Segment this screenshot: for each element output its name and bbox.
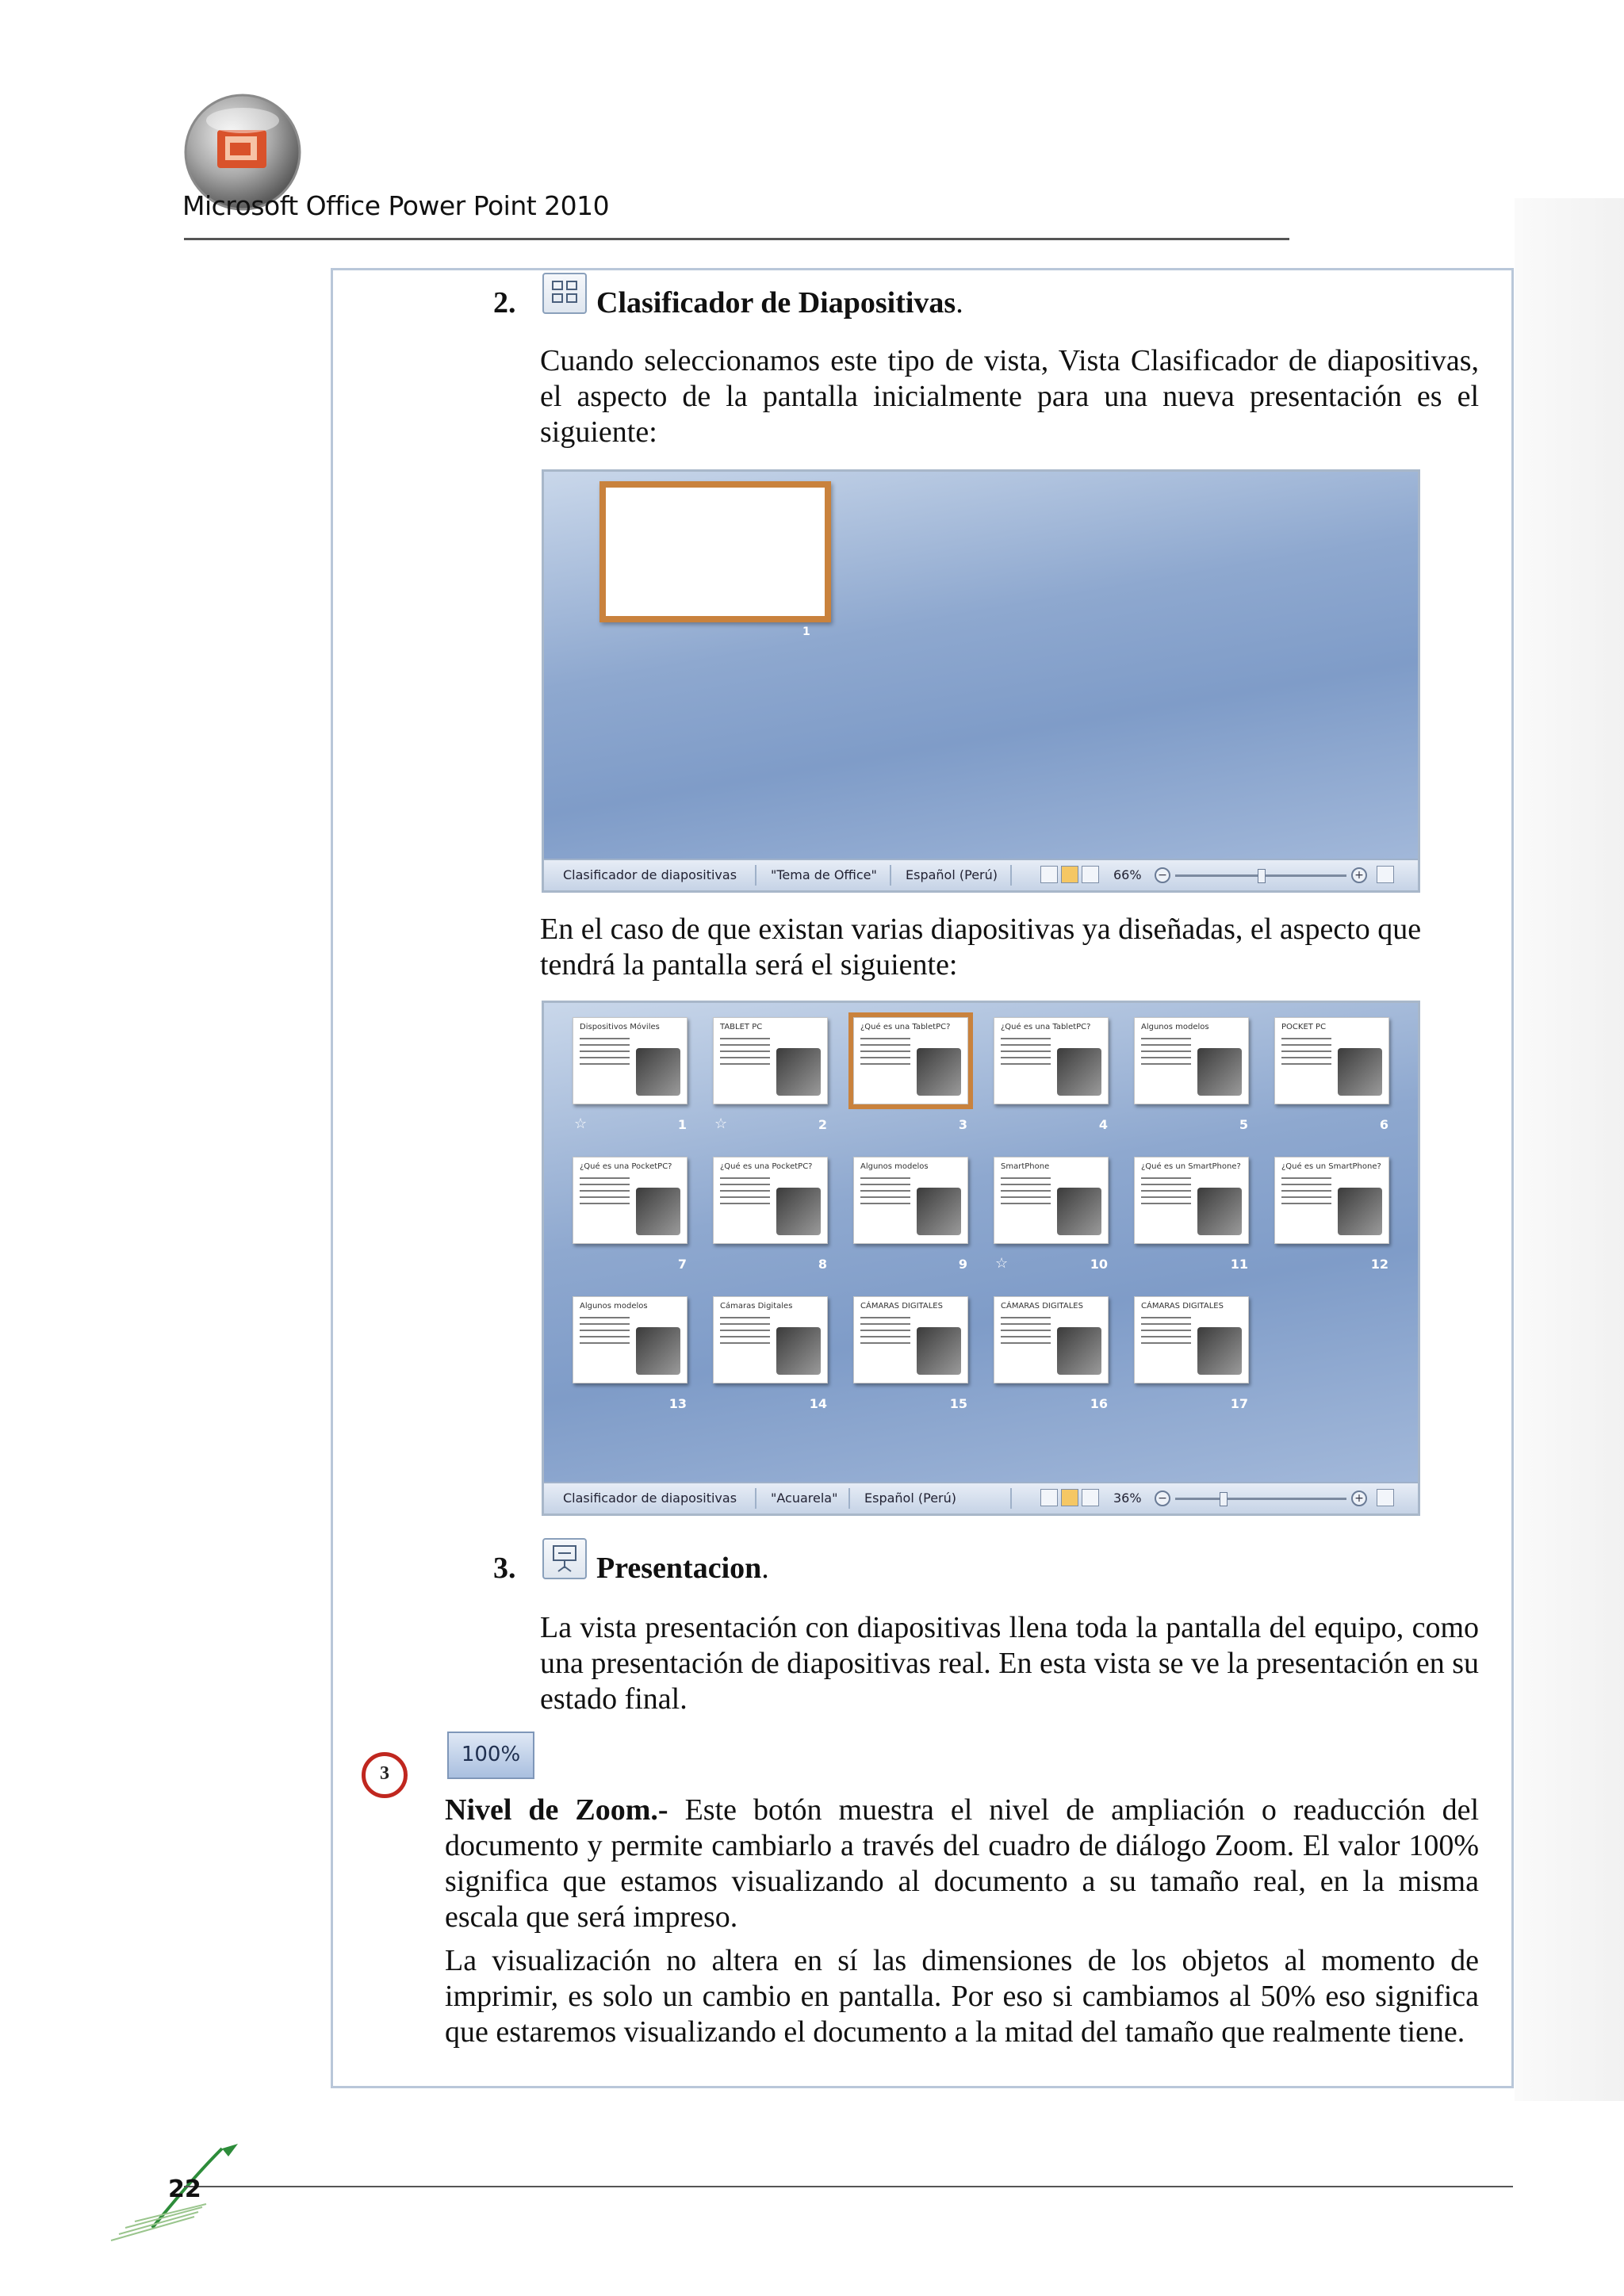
slide-text-lines [580, 1175, 630, 1207]
zoom-100-badge: 100% [447, 1732, 534, 1779]
slide-caption: SmartPhone [1001, 1162, 1050, 1171]
zoom-term: Nivel de Zoom.- [445, 1793, 668, 1827]
slide-image [1057, 1327, 1101, 1375]
step-number: 3. [493, 1552, 516, 1585]
zoom-out-button[interactable]: − [1155, 1490, 1170, 1506]
slide-caption: ¿Qué es una TabletPC? [1001, 1023, 1091, 1031]
slide-number: 15 [949, 1396, 967, 1411]
sorter-screenshot-full [542, 1001, 1420, 1516]
slide-image [1057, 1048, 1101, 1096]
zoom-slider-thumb[interactable] [1220, 1492, 1228, 1506]
zoom-description: Nivel de Zoom.- Este botón muestra el nivel de ampliación o readucción del documento y permite cambiarlo a través del cuadro de diálogo Zoom. El valor 100% significa que estamos visualizando al documento a su tamaño real, en la misma escala que será impreso. [445, 1793, 1479, 1934]
slide-caption: CÁMARAS DIGITALES [1141, 1302, 1224, 1311]
slide-caption: Cámaras Digitales [720, 1302, 793, 1311]
slide-image [1338, 1048, 1382, 1096]
document-title: Microsoft Office Power Point 2010 [182, 190, 610, 221]
slide-text-lines [720, 1035, 770, 1067]
slide-number: 14 [809, 1396, 827, 1411]
callout-marker: 3 [362, 1752, 408, 1798]
zoom-level[interactable]: 66% [1113, 867, 1142, 882]
slide-sorter-view-button[interactable] [1061, 866, 1078, 883]
slide-thumbnail[interactable] [853, 1157, 968, 1244]
zoom-level[interactable]: 36% [1113, 1490, 1142, 1506]
slideshow-icon [542, 1538, 587, 1579]
slide-thumbnail[interactable] [1134, 1296, 1249, 1383]
slide-image [776, 1188, 821, 1235]
zoom-slider-thumb[interactable] [1258, 869, 1266, 883]
slide-image [917, 1327, 961, 1375]
slide-caption: CÁMARAS DIGITALES [1001, 1302, 1083, 1311]
slide-text-lines [720, 1175, 770, 1207]
slide-caption: ¿Qué es un SmartPhone? [1141, 1162, 1241, 1171]
transition-star-icon[interactable]: ☆ [995, 1255, 1009, 1271]
slide-text-lines [860, 1035, 910, 1067]
section-paragraph-2: En el caso de que existan varias diapositivas ya diseñadas, el aspecto que tendrá la pantalla será el siguiente: [540, 913, 1422, 982]
status-theme-label: "Acuarela" [771, 1490, 838, 1506]
slide-number: 11 [1230, 1257, 1248, 1272]
slide-number: 10 [1090, 1257, 1108, 1272]
slide-number: 7 [677, 1257, 687, 1272]
slideshow-view-button[interactable] [1082, 1489, 1099, 1506]
slide-text-lines [1141, 1035, 1191, 1067]
section-title: Presentacion. [596, 1552, 769, 1585]
section-title: Clasificador de Diapositivas. [596, 286, 963, 320]
slide-image [636, 1188, 680, 1235]
zoom-out-button[interactable]: − [1155, 867, 1170, 883]
slide-thumbnail[interactable] [853, 1017, 968, 1104]
slide-number: 16 [1090, 1396, 1108, 1411]
slide-caption: Dispositivos Móviles [580, 1023, 660, 1031]
section-paragraph: La vista presentación con diapositivas llena toda la pantalla del equipo, como una presentación de diapositivas real. En esta vista se ve la presentación en su estado final. [540, 1611, 1479, 1716]
slide-number: 2 [818, 1117, 827, 1132]
slide-text-lines [860, 1314, 910, 1346]
slide-caption: ¿Qué es una PocketPC? [580, 1162, 672, 1171]
status-language-label: Español (Perú) [906, 867, 998, 882]
footer-divider [184, 2186, 1513, 2187]
slide-number: 12 [1370, 1257, 1388, 1272]
status-language-label: Español (Perú) [864, 1490, 956, 1506]
zoom-in-button[interactable]: + [1351, 1490, 1367, 1506]
slide-caption: Algunos modelos [1141, 1023, 1209, 1031]
slide-number: 1 [677, 1117, 687, 1132]
header-divider [184, 238, 1289, 240]
slide-sorter-icon [542, 273, 587, 314]
slide-thumbnail[interactable] [994, 1017, 1109, 1104]
slide-caption: Algunos modelos [860, 1162, 929, 1171]
slide-text-lines [580, 1314, 630, 1346]
slide-caption: TABLET PC [720, 1023, 763, 1031]
slide-image [1057, 1188, 1101, 1235]
slide-text-lines [720, 1314, 770, 1346]
slide-text-lines [580, 1035, 630, 1067]
slide-text-lines [1001, 1175, 1051, 1207]
status-bar [544, 1482, 1418, 1513]
status-theme-label: "Tema de Office" [771, 867, 877, 882]
transition-star-icon[interactable]: ☆ [714, 1115, 728, 1131]
slide-text-lines [1281, 1035, 1331, 1067]
normal-view-button[interactable] [1040, 1489, 1058, 1506]
slide-caption: ¿Qué es una PocketPC? [720, 1162, 813, 1171]
slide-caption: POCKET PC [1281, 1023, 1327, 1031]
slide-text-lines [1001, 1035, 1051, 1067]
status-bar [544, 859, 1418, 890]
slide-image [1197, 1327, 1242, 1375]
slide-caption: Algunos modelos [580, 1302, 648, 1311]
fit-window-button[interactable] [1377, 866, 1394, 883]
slide-number: 13 [668, 1396, 687, 1411]
slide-text-lines [1001, 1314, 1051, 1346]
zoom-description-2: La visualización no altera en sí las dimensiones de los objetos al momento de imprimir, es solo un cambio en pantalla. Por eso si cambiamos al 50% eso significa que estaremos visualizando el documento a la mitad del tamaño que realmente tiene. [445, 1944, 1479, 2049]
slide-number: 5 [1239, 1117, 1248, 1132]
slide-sorter-view-button[interactable] [1061, 1489, 1078, 1506]
slide-thumbnail [599, 481, 831, 622]
slide-image [1197, 1188, 1242, 1235]
slide-text-lines [1281, 1175, 1331, 1207]
slide-thumbnail[interactable] [1274, 1017, 1389, 1104]
slide-caption: ¿Qué es una TabletPC? [860, 1023, 951, 1031]
status-view-label: Clasificador de diapositivas [563, 1490, 737, 1506]
slide-number: 3 [958, 1117, 967, 1132]
slide-thumbnail[interactable] [713, 1017, 828, 1104]
slide-thumbnail[interactable] [713, 1296, 828, 1383]
sorter-screenshot-empty [542, 469, 1420, 893]
slide-image [776, 1327, 821, 1375]
slideshow-view-button[interactable] [1082, 866, 1099, 883]
slide-caption: CÁMARAS DIGITALES [860, 1302, 943, 1311]
slide-thumbnail[interactable] [573, 1157, 688, 1244]
slide-number: 9 [958, 1257, 967, 1272]
slide-text-lines [860, 1175, 910, 1207]
slide-thumbnail[interactable] [573, 1017, 688, 1104]
slide-image [636, 1327, 680, 1375]
zoom-in-button[interactable]: + [1351, 867, 1367, 883]
slide-image [636, 1048, 680, 1096]
zoom-slider[interactable] [1175, 1498, 1346, 1500]
slide-number: 4 [1098, 1117, 1108, 1132]
slide-image [917, 1048, 961, 1096]
slide-thumbnail[interactable] [1134, 1017, 1249, 1104]
step-number: 2. [493, 286, 516, 320]
slide-image [1197, 1048, 1242, 1096]
slide-number: 8 [818, 1257, 827, 1272]
fit-window-button[interactable] [1377, 1489, 1394, 1506]
slide-thumbnail[interactable] [713, 1157, 828, 1244]
slide-text-lines [1141, 1314, 1191, 1346]
slide-thumbnail[interactable] [853, 1296, 968, 1383]
status-view-label: Clasificador de diapositivas [563, 867, 737, 882]
transition-star-icon[interactable]: ☆ [574, 1115, 588, 1131]
page-number: 22 [168, 2175, 201, 2203]
slide-text-lines [1141, 1175, 1191, 1207]
slide-image [1338, 1188, 1382, 1235]
slide-thumbnail[interactable] [1274, 1157, 1389, 1244]
slide-caption: ¿Qué es un SmartPhone? [1281, 1162, 1381, 1171]
slide-image [917, 1188, 961, 1235]
normal-view-button[interactable] [1040, 866, 1058, 883]
section-paragraph: Cuando seleccionamos este tipo de vista, Vista Clasificador de diapositivas, el aspecto de la pantalla inicialmente para una nueva presentación es el siguiente: [540, 344, 1479, 449]
slide-number: 17 [1230, 1396, 1248, 1411]
slide-thumbnail[interactable] [573, 1296, 688, 1383]
slide-image [776, 1048, 821, 1096]
slide-thumbnail[interactable] [1134, 1157, 1249, 1244]
slide-thumbnail[interactable] [994, 1157, 1109, 1244]
slide-thumbnail[interactable] [994, 1296, 1109, 1383]
slide-number: 1 [802, 626, 810, 638]
slide-number: 6 [1379, 1117, 1388, 1132]
page-margin-shade [1515, 198, 1624, 2101]
